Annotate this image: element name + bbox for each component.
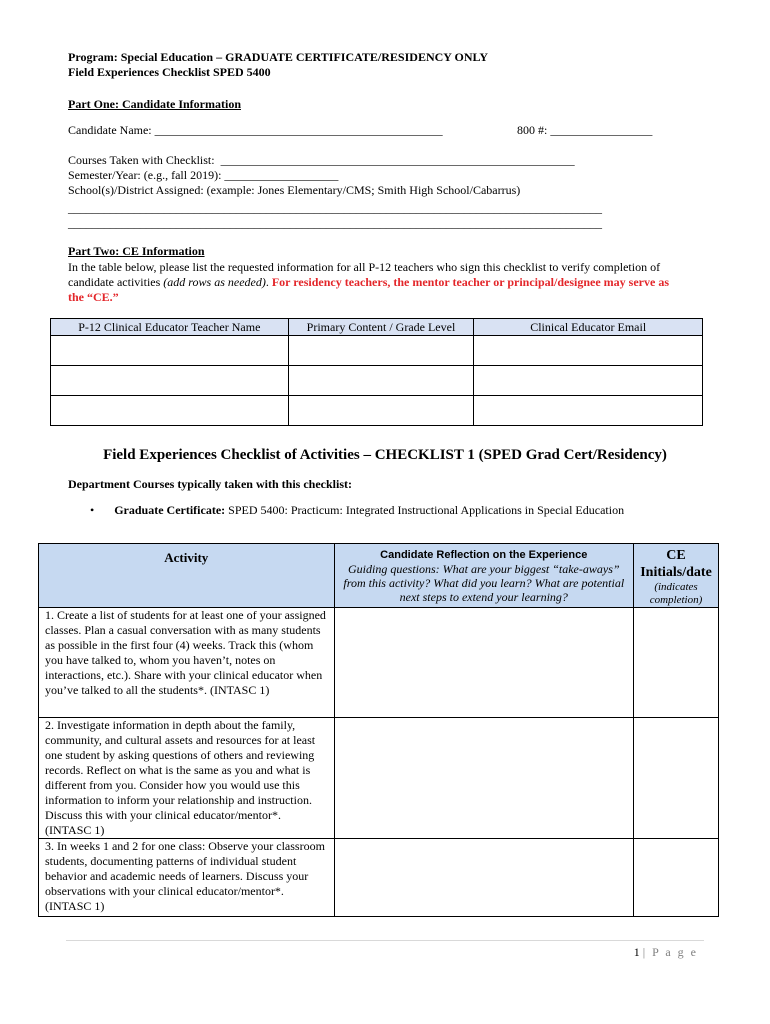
- ce-initials-cell[interactable]: [634, 839, 719, 917]
- ce-content-cell[interactable]: [288, 336, 474, 366]
- page-label: | P a g e: [642, 945, 698, 959]
- id-800-field[interactable]: 800 #: _________________: [517, 123, 653, 137]
- activities-table: [38, 543, 719, 917]
- table-row: [39, 718, 719, 839]
- table-row: [39, 839, 719, 917]
- program-title: Program: Special Education – GRADUATE CERTIFICATE/RESIDENCY ONLY: [68, 50, 489, 64]
- page-footer: [634, 945, 698, 960]
- ce-content-cell[interactable]: [288, 396, 474, 426]
- table-row: [51, 366, 703, 396]
- school-blank-line-1[interactable]: _________________________________________________________________________________________: [68, 201, 602, 215]
- col-reflection-header: Candidate Reflection on the Experience: [380, 549, 588, 561]
- footer-divider: [66, 940, 704, 941]
- ce-col-content-grade: Primary Content / Grade Level: [288, 319, 474, 336]
- ce-col-name: P-12 Clinical Educator Teacher Name: [51, 319, 289, 336]
- col-ce-note: (indicates completion): [649, 581, 703, 606]
- part-two-heading: Part Two: CE Information: [68, 244, 205, 258]
- page-number: 1: [633, 945, 640, 959]
- table-row: [39, 608, 719, 718]
- part-two-intro: [68, 260, 708, 305]
- table-row: [51, 396, 703, 426]
- ce-col-email: Clinical Educator Email: [474, 319, 703, 336]
- part-one-heading: Part One: Candidate Information: [68, 97, 241, 111]
- part-two-intro-line-2: candidate activities (add rows as needed). For residency teachers, the mentor teacher or principal/designee may serve as: [68, 275, 669, 289]
- school-district-label: School(s)/District Assigned: (example: Jones Elementary/CMS; Smith High School/Cabarrus): [68, 183, 521, 197]
- bullet-graduate-certificate: • Graduate Certificate: SPED 5400: Practicum: Integrated Instructional Applications in Special Education: [90, 503, 625, 517]
- ce-information-table: [50, 318, 703, 426]
- courses-field[interactable]: Courses Taken with Checklist: ___________________________________________________________: [68, 153, 575, 167]
- ce-email-cell[interactable]: [474, 336, 703, 366]
- ce-initials-cell[interactable]: [634, 718, 719, 839]
- part-two-intro-line-1: In the table below, please list the requested information for all P-12 teachers who sign this checklist to verify completion of: [68, 260, 661, 274]
- dept-courses-label: Department Courses typically taken with this checklist:: [68, 477, 352, 491]
- part-two-intro-line-3: the “CE.”: [68, 290, 119, 304]
- activity-1-text: 1. Create a list of students for at least one of your assigned classes. Plan a casual conversation with as many students as possible in the first four (4) weeks. Track this (whom you have talked to, whom you haven’t, notes on interactions, etc.). Share with your clinical educator when you’ve talked to all the students*. (INTASC 1): [39, 608, 335, 718]
- ce-email-cell[interactable]: [474, 366, 703, 396]
- bullet-icon: •: [90, 503, 95, 517]
- candidate-name-field[interactable]: Candidate Name: ________________________________________________: [68, 123, 443, 137]
- ce-content-cell[interactable]: [288, 366, 474, 396]
- col-ce-header: CE Initials/date: [640, 548, 712, 580]
- reflection-cell[interactable]: [334, 608, 633, 718]
- col-reflection-guide: Guiding questions: What are your biggest “take-aways” from this activity? What did you learn? What are potential next steps to extend your learning?: [343, 562, 625, 604]
- ce-initials-cell[interactable]: [634, 608, 719, 718]
- ce-name-cell[interactable]: [51, 396, 289, 426]
- col-activity-header: Activity: [164, 550, 209, 565]
- ce-name-cell[interactable]: [51, 366, 289, 396]
- table-row: [51, 336, 703, 366]
- checklist-title: Field Experiences Checklist of Activities – CHECKLIST 1 (SPED Grad Cert/Residency): [103, 447, 667, 463]
- semester-field[interactable]: Semester/Year: (e.g., fall 2019): ___________________: [68, 168, 339, 182]
- activity-3-text: 3. In weeks 1 and 2 for one class: Observe your classroom students, documenting patterns of individual student behavior and academic needs of learners. Discuss your observations with your clinical educator/mentor*. (INTASC 1): [39, 839, 335, 917]
- ce-name-cell[interactable]: [51, 336, 289, 366]
- reflection-cell[interactable]: [334, 718, 633, 839]
- school-blank-line-2[interactable]: _________________________________________________________________________________________: [68, 216, 602, 230]
- document-subtitle: Field Experiences Checklist SPED 5400: [68, 65, 271, 79]
- activity-2-text: 2. Investigate information in depth about the family, community, and cultural assets and resources for at least one student by asking questions of others and reviewing records. Reflect on what is the same as you and what is different from you. Consider how you would use this information to inform your relationship and instruction. Discuss this with your clinical educator/mentor*. (INTASC 1): [39, 718, 335, 839]
- reflection-cell[interactable]: [334, 839, 633, 917]
- ce-email-cell[interactable]: [474, 396, 703, 426]
